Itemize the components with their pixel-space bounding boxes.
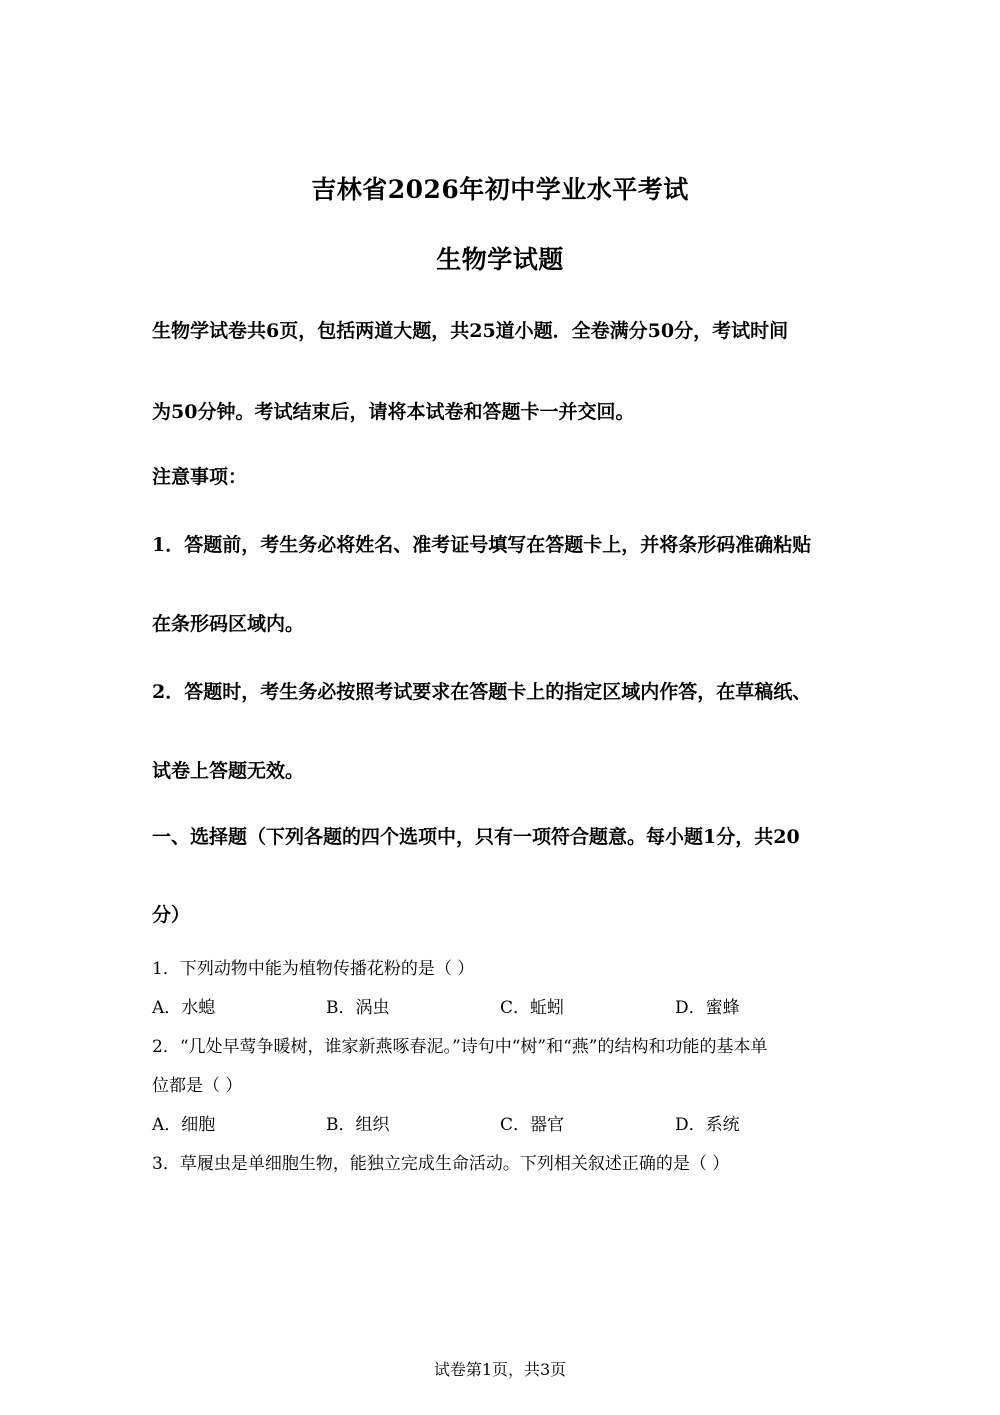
section-1-heading-line-2: 分） (152, 904, 191, 926)
exam-subtitle: 生物学试题 (436, 245, 564, 274)
intro-line-1: 生物学试卷共6页，包括两道大题，共25道小题．全卷满分50分，考试时间 (152, 320, 789, 342)
intro-line-2: 为50分钟。考试结束后，请将本试卷和答题卡一并交回。 (152, 401, 635, 423)
notice-item-1-line-1: 1．答题前，考生务必将姓名、准考证号填写在答题卡上，并将条形码准确粘贴 (152, 534, 812, 556)
question-1-stem: 1．下列动物中能为植物传播花粉的是（ ） (152, 959, 475, 979)
question-3-stem: 3．草履虫是单细胞生物，能独立完成生命活动。下列相关叙述正确的是（ ） (152, 1154, 730, 1174)
exam-title: 吉林省2026年初中学业水平考试 (311, 175, 689, 204)
question-2-option-a: A．细胞 (152, 1115, 216, 1135)
question-1-option-a: A．水螅 (152, 998, 216, 1018)
notice-item-1-line-2: 在条形码区域内。 (152, 613, 305, 635)
question-2-option-b: B．组织 (326, 1115, 390, 1135)
question-1-option-d: D．蜜蜂 (675, 998, 740, 1018)
question-2-option-d: D．系统 (675, 1115, 740, 1135)
notice-item-2-line-1: 2．答题时，考生务必按照考试要求在答题卡上的指定区域内作答，在草稿纸、 (152, 681, 812, 703)
question-1-option-c: C．蚯蚓 (500, 998, 565, 1018)
question-2-stem-line-1: 2．“几处早莺争暖树，谁家新燕啄春泥。”诗句中“树”和“燕”的结构和功能的基本单 (152, 1037, 768, 1057)
question-1-option-b: B．涡虫 (326, 998, 390, 1018)
notice-item-2-line-2: 试卷上答题无效。 (152, 760, 305, 782)
section-1-heading-line-1: 一、选择题（下列各题的四个选项中，只有一项符合题意。每小题1分，共20 (152, 826, 800, 848)
page-footer: 试卷第1页，共3页 (433, 1360, 567, 1379)
question-2-option-c: C．器官 (500, 1115, 565, 1135)
notice-heading: 注意事项： (152, 466, 248, 488)
question-2-stem-line-2: 位都是（ ） (152, 1076, 243, 1096)
